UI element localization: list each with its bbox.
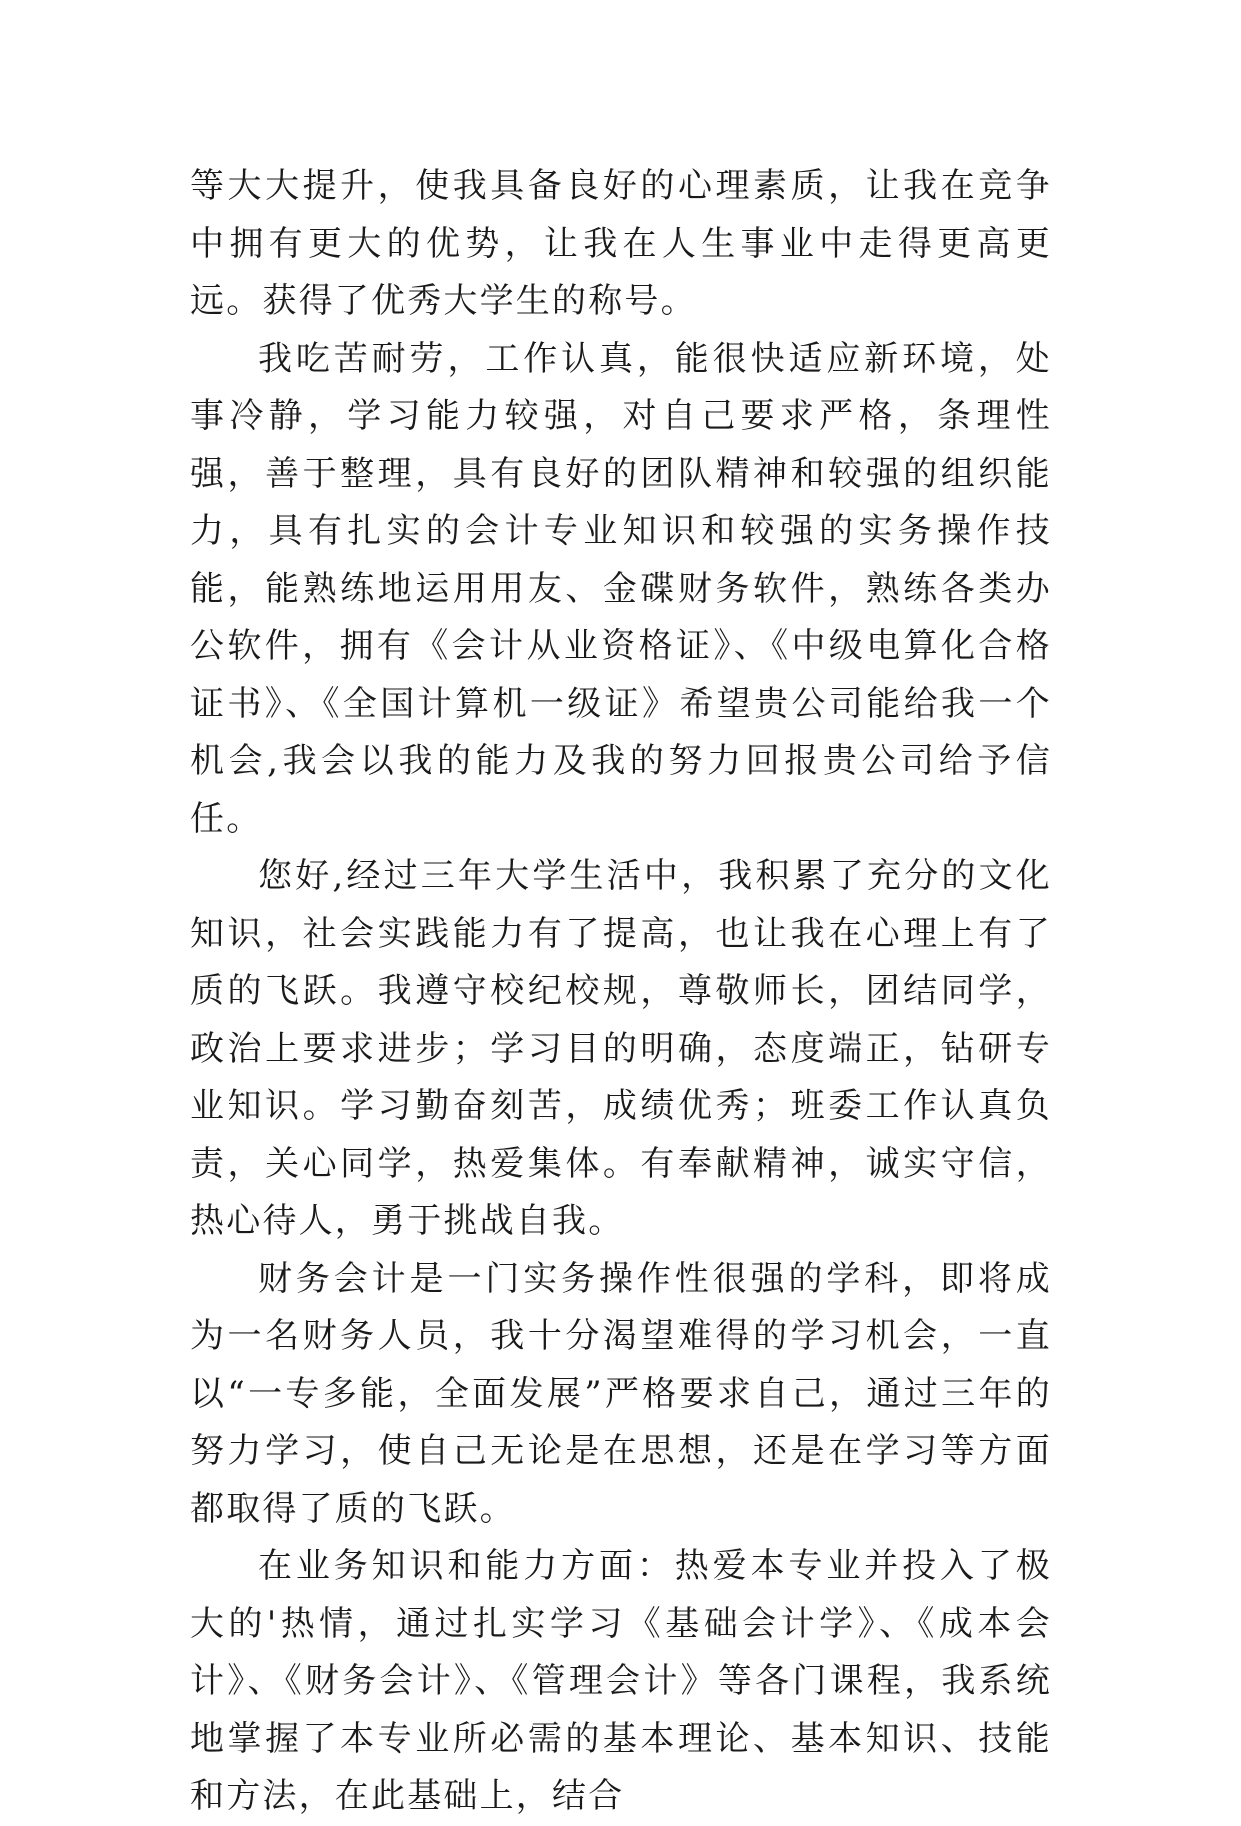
paragraph-1: 等大大提升，使我具备良好的心理素质，让我在竞争中拥有更大的优势，让我在人生事业中走得更高更远。获得了优秀大学生的称号。 xyxy=(190,166,1052,321)
paragraph-4: 财务会计是一门实务操作性很强的学科，即将成为一名财务人员，我十分渴望难得的学习机会，一直以“一专多能，全面发展”严格要求自己，通过三年的努力学习，使自己无论是在思想，还是在学习等方面都取得了质的飞跃。 xyxy=(190,1258,1052,1529)
document-page xyxy=(190,158,1052,1826)
paragraph-5: 在业务知识和能力方面：热爱本专业并投入了极大的'热情，通过扎实学习《基础会计学》、《成本会计》、《财务会计》、《管理会计》等各门课程，我系统地掌握了本专业所必需的基本理论、基本知识、技能和方法，在此基础上，结合 xyxy=(190,1546,1052,1816)
paragraph-2: 我吃苦耐劳，工作认真，能很快适应新环境，处事冷静，学习能力较强，对自己要求严格，条理性强，善于整理，具有良好的团队精神和较强的组织能力，具有扎实的会计专业知识和较强的实务操作技能，能熟练地运用用友、金碟财务软件，熟练各类办公软件，拥有《会计从业资格证》、《中级电算化合格证书》、《全国计算机一级证》希望贵公司能给我一个机会,我会以我的能力及我的努力回报贵公司给予信任。 xyxy=(190,338,1052,839)
paragraph-3: 您好,经过三年大学生活中，我积累了充分的文化知识，社会实践能力有了提高，也让我在心理上有了质的飞跃。我遵守校纪校规，尊敬师长，团结同学，政治上要求进步；学习目的明确，态度端正，钻研专业知识。学习勤奋刻苦，成绩优秀；班委工作认真负责，关心同学，热爱集体。有奉献精神，诚实守信，热心待人，勇于挑战自我。 xyxy=(190,856,1052,1241)
